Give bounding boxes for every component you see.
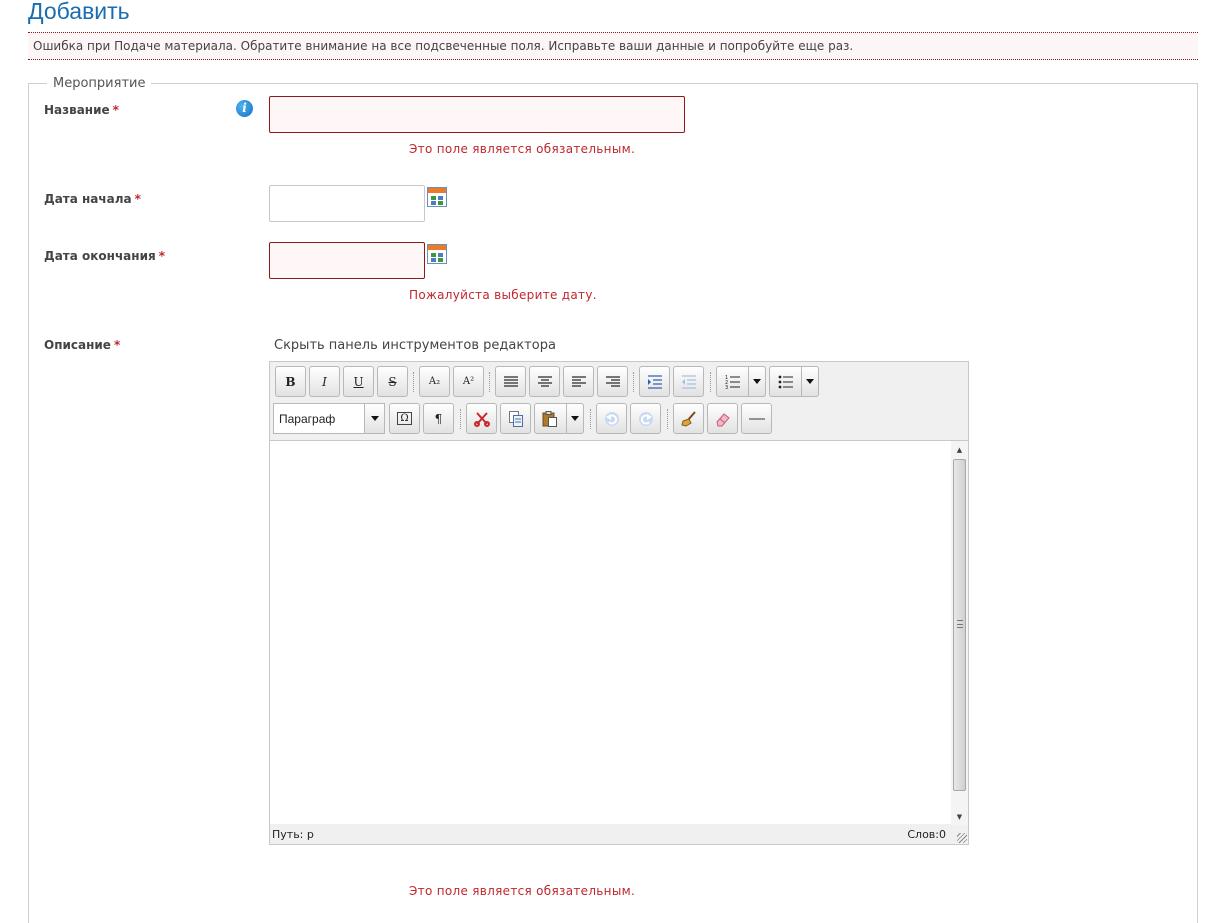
- required-mark: *: [134, 192, 141, 206]
- align-center-button[interactable]: [529, 366, 560, 397]
- align-right-icon: [606, 376, 620, 388]
- cleanup-button[interactable]: [673, 403, 704, 434]
- description-label-text: Описание: [44, 338, 111, 352]
- start-date-label-text: Дата начала: [44, 192, 132, 206]
- remove-format-button[interactable]: [707, 403, 738, 434]
- horizontal-rule-button[interactable]: [741, 403, 772, 434]
- align-center-icon: [538, 376, 552, 388]
- title-label: [44, 103, 119, 117]
- bullet-list-button[interactable]: [769, 366, 819, 397]
- scroll-up-icon[interactable]: ▲: [956, 445, 963, 454]
- toolbar-row-2: [273, 403, 967, 435]
- format-select-value: Параграф: [279, 412, 336, 426]
- resize-handle[interactable]: [957, 833, 967, 843]
- underline-button[interactable]: U: [343, 366, 374, 397]
- required-mark: *: [158, 249, 165, 263]
- indent-button[interactable]: [639, 366, 670, 397]
- format-select[interactable]: [273, 403, 385, 434]
- numbered-list-button[interactable]: [716, 366, 766, 397]
- svg-text:1: 1: [725, 374, 729, 381]
- scissors-icon: [474, 411, 490, 427]
- subscript-button[interactable]: A₂: [419, 366, 450, 397]
- editor-scrollbar[interactable]: [951, 441, 968, 825]
- omega-icon: Ω: [397, 412, 411, 425]
- align-right-button[interactable]: [597, 366, 628, 397]
- align-left-button[interactable]: [563, 366, 594, 397]
- undo-icon: [604, 411, 620, 427]
- show-blocks-button[interactable]: ¶: [423, 403, 454, 434]
- broom-icon: [681, 411, 697, 427]
- cut-button[interactable]: [466, 403, 497, 434]
- end-date-label: [44, 249, 165, 263]
- toggle-toolbar-link[interactable]: Скрыть панель инструментов редактора: [274, 338, 556, 353]
- special-char-button[interactable]: [389, 403, 420, 434]
- bullet-list-icon: [778, 375, 793, 389]
- required-mark: *: [112, 103, 119, 117]
- numbered-list-dropdown[interactable]: [748, 366, 766, 397]
- eraser-icon: [715, 411, 731, 427]
- svg-text:3: 3: [725, 384, 729, 389]
- numbered-list-icon: [725, 375, 740, 389]
- end-date-error: Пожалуйста выберите дату.: [409, 288, 597, 302]
- editor-status-bar: [270, 824, 968, 844]
- title-label-text: Название: [44, 103, 110, 117]
- bullet-list-dropdown[interactable]: [801, 366, 819, 397]
- paste-button[interactable]: [534, 403, 584, 434]
- end-date-label-text: Дата окончания: [44, 249, 156, 263]
- description-error: Это поле является обязательным.: [409, 884, 636, 898]
- svg-text:2: 2: [725, 379, 729, 386]
- element-path: Путь: p: [272, 828, 314, 841]
- start-date-input[interactable]: [269, 185, 425, 222]
- fieldset-legend: Мероприятие: [47, 76, 151, 91]
- end-date-calendar-icon[interactable]: [427, 244, 447, 264]
- redo-icon: [638, 411, 654, 427]
- toolbar-row-1: [273, 366, 967, 398]
- start-date-calendar-icon[interactable]: [427, 187, 447, 207]
- justify-full-icon: [504, 376, 518, 388]
- scroll-down-icon[interactable]: ▼: [956, 812, 963, 821]
- chevron-down-icon[interactable]: [364, 404, 384, 433]
- start-date-label: [44, 192, 141, 206]
- error-banner: Ошибка при Подаче материала. Обратите внимание на все подсвеченные поля. Исправьте ваши данные и попробуйте еще раз.: [28, 32, 1198, 60]
- redo-button[interactable]: [630, 403, 661, 434]
- title-error: Это поле является обязательным.: [409, 142, 636, 156]
- info-icon[interactable]: i: [236, 100, 253, 117]
- strikethrough-button[interactable]: S: [377, 366, 408, 397]
- outdent-button[interactable]: [673, 366, 704, 397]
- word-count: Слов:0: [907, 828, 946, 841]
- required-mark: *: [113, 338, 121, 352]
- italic-button[interactable]: I: [309, 366, 340, 397]
- rich-text-editor: [269, 361, 969, 845]
- justify-full-button[interactable]: [495, 366, 526, 397]
- paste-icon: [542, 411, 558, 427]
- page-title: Добавить: [28, 0, 130, 24]
- scroll-thumb[interactable]: [953, 459, 966, 791]
- outdent-icon: [682, 375, 696, 389]
- align-left-icon: [572, 376, 586, 388]
- superscript-button[interactable]: A²: [453, 366, 484, 397]
- title-input[interactable]: [269, 96, 685, 133]
- copy-button[interactable]: [500, 403, 531, 434]
- horizontal-rule-icon: [749, 417, 765, 421]
- bold-button[interactable]: B: [275, 366, 306, 397]
- paste-dropdown[interactable]: [566, 403, 584, 434]
- editor-content-area[interactable]: [270, 440, 968, 824]
- copy-icon: [509, 411, 523, 427]
- undo-button[interactable]: [596, 403, 627, 434]
- end-date-input[interactable]: [269, 242, 425, 279]
- indent-icon: [648, 375, 662, 389]
- description-label: [44, 338, 120, 352]
